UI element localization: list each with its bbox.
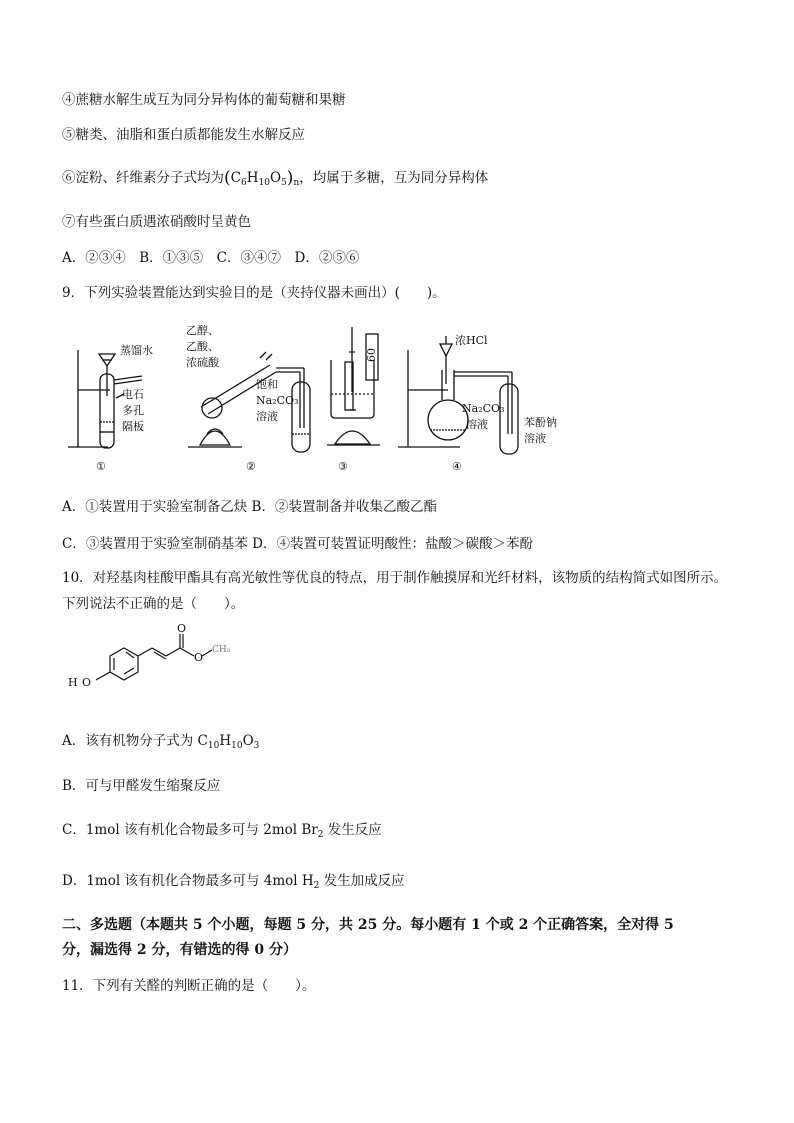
struct-ester-o: O bbox=[194, 651, 204, 664]
label-sat-na2co3: Na₂CO₃ bbox=[256, 394, 299, 407]
apparatus-svg bbox=[60, 322, 600, 480]
label-distilled-water: 蒸馏水 bbox=[120, 344, 153, 357]
statement-6-prefix: ⑥淀粉、纤维素分子式均为 bbox=[62, 170, 224, 186]
q10-option-d: D．1mol 该有机化合物最多可与 4mol $H_2$ 发生加成反应 bbox=[62, 873, 405, 891]
figure-num-3: ③ bbox=[338, 460, 348, 473]
formula-o-sub: 5 bbox=[281, 178, 287, 188]
q9-apparatus-figure bbox=[60, 322, 600, 480]
q10-option-c: C．1mol 该有机化合物最多可与 2mol $Br_2$ 发生反应 bbox=[62, 822, 382, 840]
formula-h-sub: 10 bbox=[258, 178, 270, 188]
label-na2co3: Na₂CO₃ bbox=[462, 402, 505, 415]
q9-options-ab: A．①装置用于实验室制备乙炔 B．②装置制备并收集乙酸乙酯 bbox=[62, 499, 437, 515]
label-thermometer-60: 60 bbox=[365, 348, 378, 362]
figure-num-2: ② bbox=[246, 460, 256, 473]
formula-h: H bbox=[246, 170, 259, 186]
q10-option-b: B．可与甲醛发生缩聚反应 bbox=[62, 778, 221, 794]
section-2-heading-line-1: 二、多选题（本题共 5 个小题，每题 5 分，共 25 分。每小题有 1 个或 2 个正确答案，全对得 5 bbox=[62, 917, 674, 933]
label-sulfuric-acid: 浓硫酸 bbox=[186, 356, 219, 369]
q11-stem: 11．下列有关醛的判断正确的是（ ）。 bbox=[62, 978, 316, 994]
section-2-heading-line-2: 分，漏选得 2 分，有错选的得 0 分） bbox=[62, 942, 297, 958]
struct-o: O bbox=[82, 676, 92, 689]
label-ethanol: 乙醇、 bbox=[186, 324, 219, 337]
figure-num-1: ① bbox=[96, 460, 106, 473]
label-sodium-phenolate: 苯酚钠 bbox=[524, 416, 557, 429]
statement-7: ⑦有些蛋白质遇浓硝酸时呈黄色 bbox=[62, 214, 251, 230]
statement-4: ④蔗糖水解生成互为同分异构体的葡萄糖和果糖 bbox=[62, 92, 346, 108]
q8-options: A．②③④ B．①③⑤ C．③④⑦ D．②⑤⑥ bbox=[62, 250, 360, 266]
q10-option-a: A．该有机物分子式为 $C_{10}H_{10}O_3$ bbox=[62, 733, 260, 751]
label-calcium-carbide: 电石 bbox=[122, 388, 144, 401]
statement-6-suffix: ，均属于多糖，互为同分异构体 bbox=[299, 170, 489, 186]
q10-structure-figure bbox=[60, 622, 240, 702]
label-sat-solution: 溶液 bbox=[256, 410, 278, 423]
label-porous: 多孔 bbox=[122, 404, 144, 417]
label-acetic-acid: 乙酸、 bbox=[186, 340, 219, 353]
q10-stem-2: 下列说法不正确的是（ ）。 bbox=[62, 596, 245, 612]
formula-n: n bbox=[293, 178, 300, 188]
statement-6: ⑥淀粉、纤维素分子式均为$(C_6H_{10}O_5)_n$，均属于多糖，互为同分异构体 bbox=[62, 168, 489, 188]
structure-svg bbox=[60, 622, 240, 702]
q9-stem: 9．下列实验装置能达到实验目的是（夹持仪器未画出）( )。 bbox=[62, 285, 446, 301]
label-na2co3-solution: 溶液 bbox=[466, 418, 488, 431]
struct-carbonyl-o: O bbox=[177, 622, 187, 635]
formula-o: O bbox=[269, 170, 282, 186]
label-plate: 隔板 bbox=[122, 420, 144, 433]
q9-options-cd: C．③装置用于实验室制硝基苯 D．④装置可装置证明酸性：盐酸＞碳酸＞苯酚 bbox=[62, 536, 533, 552]
formula-c-sub: 6 bbox=[240, 178, 247, 188]
statement-5: ⑤糖类、油脂和蛋白质都能发生水解反应 bbox=[62, 127, 305, 143]
figure-num-4: ④ bbox=[452, 460, 462, 473]
q10-stem-1: 10．对羟基肉桂酸甲酯具有高光敏性等优良的特点，用于制作触摸屏和光纤材料，该物质的结构简式如图所示。 bbox=[62, 570, 728, 586]
label-saturated: 饱和 bbox=[256, 378, 278, 391]
label-phenolate-solution: 溶液 bbox=[524, 432, 546, 445]
struct-h: H bbox=[68, 676, 78, 689]
struct-ch3: CH₃ bbox=[212, 645, 231, 655]
label-conc-hcl: 浓HCl bbox=[455, 334, 488, 347]
formula-c: C bbox=[230, 170, 241, 186]
